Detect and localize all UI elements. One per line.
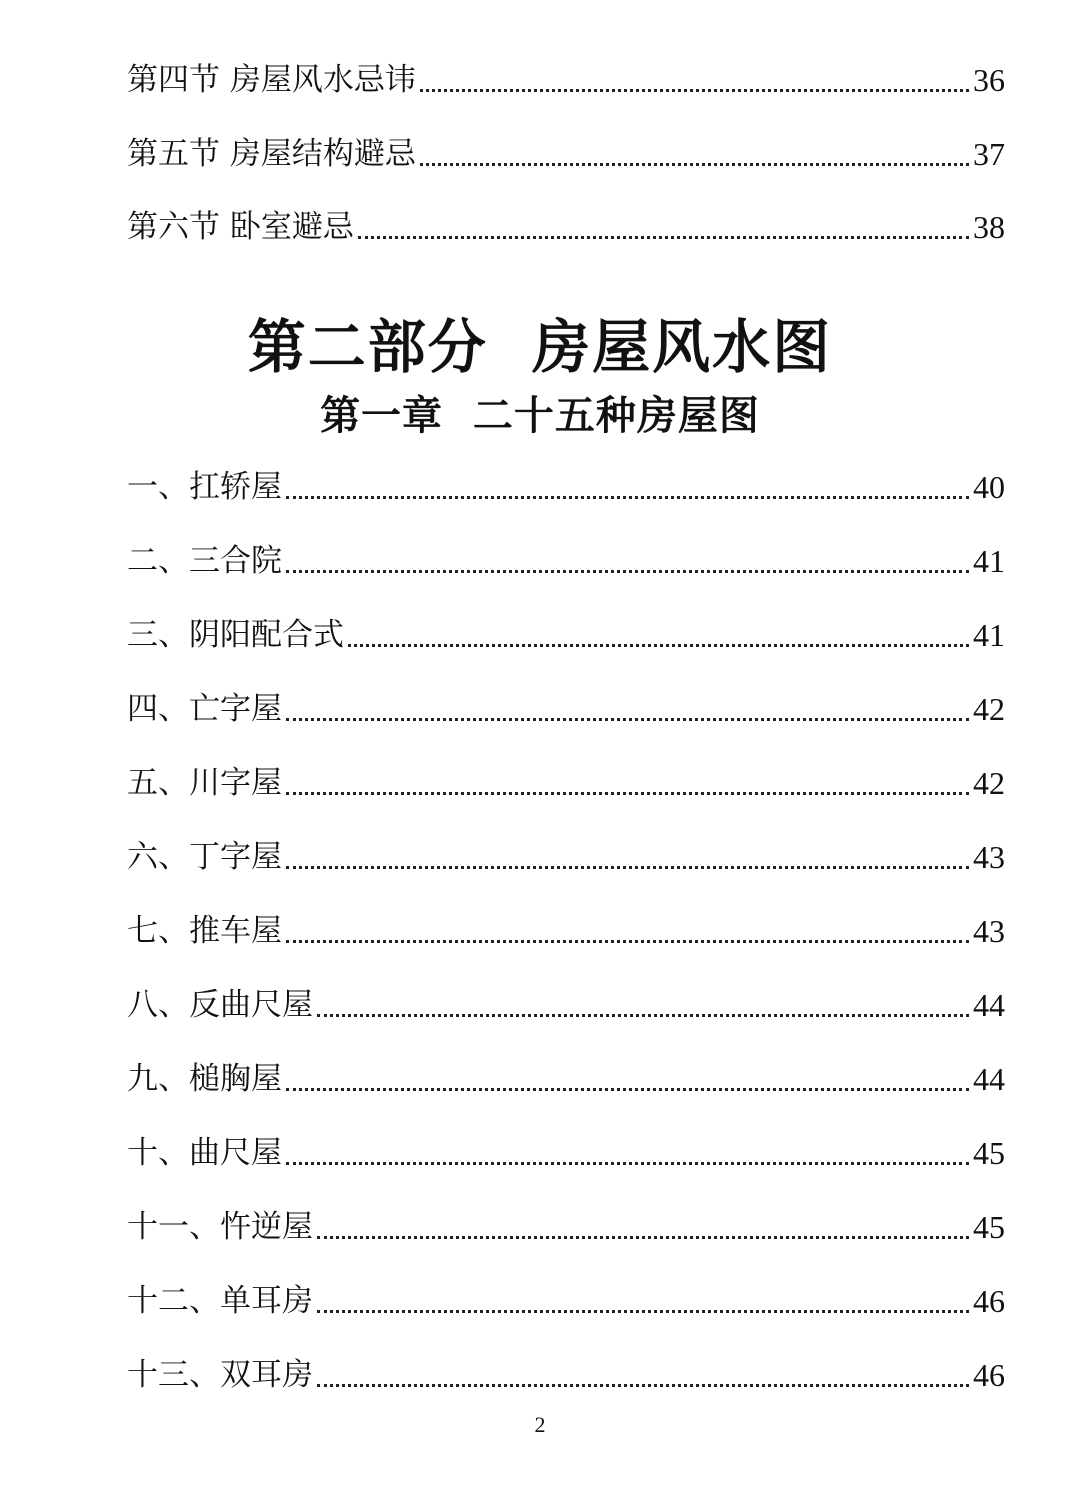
toc-entry-label: 四、亡字屋 <box>127 691 282 727</box>
toc-row <box>127 1203 1005 1247</box>
toc-entry-label: 三、阴阳配合式 <box>127 617 344 653</box>
toc-entry-label: 六、丁字屋 <box>127 839 282 875</box>
toc-page-number: 45 <box>973 1209 1005 1245</box>
toc-page-number: 42 <box>973 691 1005 727</box>
dot-leader <box>286 1162 969 1165</box>
toc-page-number: 46 <box>973 1357 1005 1393</box>
toc-entry-label: 十、曲尺屋 <box>127 1135 282 1171</box>
chapter-title: 第一章 二十五种房屋图 <box>320 393 760 439</box>
toc-page-number: 38 <box>973 209 1005 245</box>
toc-page-number: 43 <box>973 913 1005 949</box>
toc-entry-label: 第五节 房屋结构避忌 <box>127 136 416 172</box>
dot-leader <box>286 1088 969 1091</box>
toc-entry-label: 一、扛轿屋 <box>127 469 282 505</box>
toc-page-number: 44 <box>973 987 1005 1023</box>
toc-row <box>127 56 1005 100</box>
toc-row <box>127 981 1005 1025</box>
part-title: 第二部分 房屋风水图 <box>247 313 833 381</box>
toc-entry-label: 十三、双耳房 <box>127 1357 313 1393</box>
dot-leader <box>317 1236 969 1239</box>
toc-row <box>127 203 1005 247</box>
toc-entry-label: 二、三合院 <box>127 543 282 579</box>
toc-row <box>127 1055 1005 1099</box>
dot-leader <box>286 866 969 869</box>
toc-row <box>127 611 1005 655</box>
toc-entry-label: 九、槌胸屋 <box>127 1061 282 1097</box>
toc-entry-label: 十二、单耳房 <box>127 1283 313 1319</box>
dot-leader <box>317 1310 969 1313</box>
toc-entry-label: 五、川字屋 <box>127 765 282 801</box>
dot-leader <box>286 496 969 499</box>
toc-entry-label: 七、推车屋 <box>127 913 282 949</box>
toc-entry-label: 十一、忤逆屋 <box>127 1209 313 1245</box>
toc-page-number: 43 <box>973 839 1005 875</box>
toc-row <box>127 685 1005 729</box>
toc-page-number: 40 <box>973 469 1005 505</box>
toc-row <box>127 759 1005 803</box>
toc-row <box>127 907 1005 951</box>
toc-row <box>127 1351 1005 1395</box>
toc-row <box>127 1277 1005 1321</box>
dot-leader <box>286 792 969 795</box>
toc-page-number: 42 <box>973 765 1005 801</box>
dot-leader <box>358 236 969 239</box>
dot-leader <box>286 718 969 721</box>
toc-entry-label: 第六节 卧室避忌 <box>127 209 354 245</box>
dot-leader <box>317 1014 969 1017</box>
toc-page-number: 45 <box>973 1135 1005 1171</box>
toc-page-number: 46 <box>973 1283 1005 1319</box>
page-number: 2 <box>534 1412 546 1437</box>
toc-page-number: 37 <box>973 136 1005 172</box>
toc-page-number: 41 <box>973 617 1005 653</box>
toc-entry-label: 八、反曲尺屋 <box>127 987 313 1023</box>
toc-page-number: 36 <box>973 62 1005 98</box>
toc-row <box>127 130 1005 174</box>
toc-row <box>127 537 1005 581</box>
toc-page-number: 41 <box>973 543 1005 579</box>
toc-row <box>127 1129 1005 1173</box>
toc-entry-label: 第四节 房屋风水忌讳 <box>127 62 416 98</box>
toc-page-number: 44 <box>973 1061 1005 1097</box>
dot-leader <box>420 163 969 166</box>
dot-leader <box>286 570 969 573</box>
dot-leader <box>286 940 969 943</box>
toc-row <box>127 833 1005 877</box>
dot-leader <box>348 644 969 647</box>
dot-leader <box>317 1384 969 1387</box>
dot-leader <box>420 89 969 92</box>
toc-row <box>127 463 1005 507</box>
